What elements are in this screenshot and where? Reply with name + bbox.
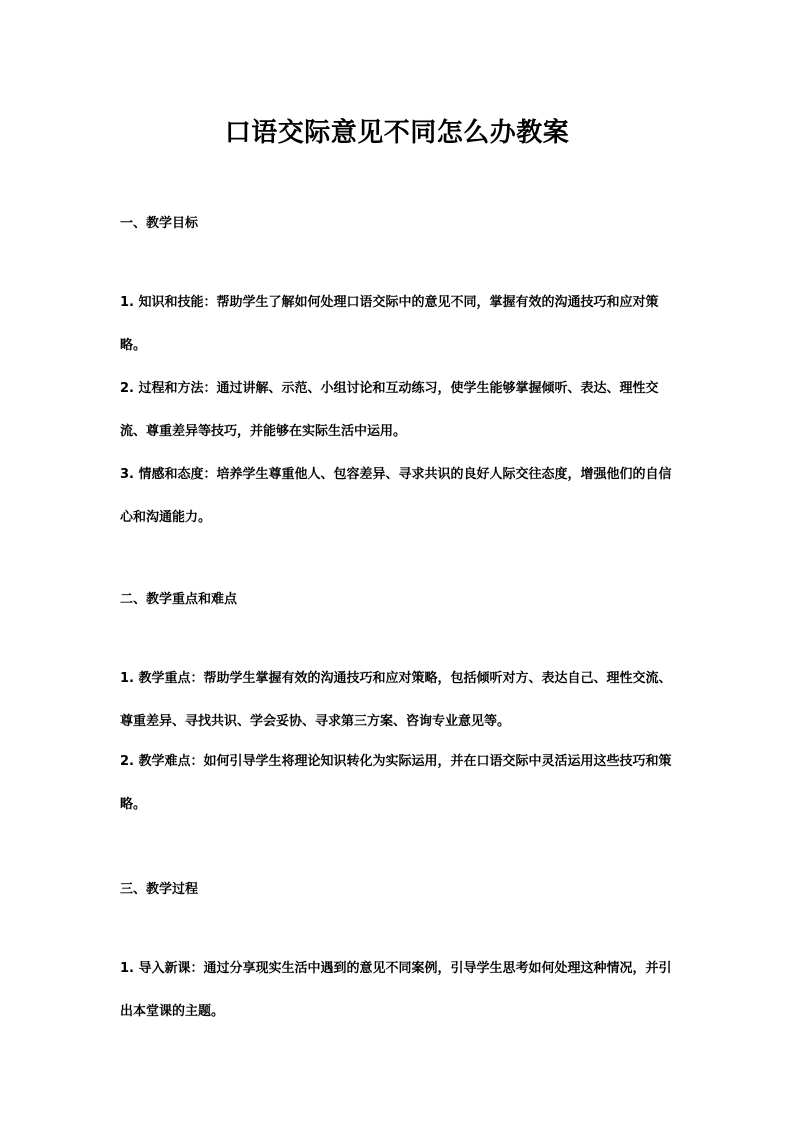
objective-emotion-paragraph: 3. 情感和态度：培养学生尊重他人、包容差异、寻求共识的良好人际交往态度，增强他们的自信心和沟通能力。	[120, 467, 672, 525]
key-point-paragraph: 1. 教学重点：帮助学生掌握有效的沟通技巧和应对策略，包括倾听对方、表达自己、理性交流、尊重差异、寻找共识、学会妥协、寻求第三方案、咨询专业意见等。	[120, 671, 672, 729]
difficulty-paragraph: 2. 教学难点：如何引导学生将理论知识转化为实际运用，并在口语交际中灵活运用这些技巧和策略。	[120, 754, 672, 812]
document-title: 口语交际意见不同怎么办教案	[224, 118, 570, 148]
objective-knowledge-paragraph: 1. 知识和技能：帮助学生了解如何处理口语交际中的意见不同，掌握有效的沟通技巧和应对策略。	[120, 295, 659, 353]
section-heading-key-points: 二、教学重点和难点	[120, 592, 238, 607]
intro-paragraph: 1. 导入新课：通过分享现实生活中遇到的意见不同案例，引导学生思考如何处理这种情况，并引出本堂课的主题。	[120, 961, 672, 1019]
objective-process-paragraph: 2. 过程和方法：通过讲解、示范、小组讨论和互动练习，使学生能够掌握倾听、表达、理性交流、尊重差异等技巧，并能够在实际生活中运用。	[120, 381, 659, 439]
section-heading-process: 三、教学过程	[120, 882, 199, 897]
section-heading-objectives: 一、教学目标	[120, 216, 199, 231]
